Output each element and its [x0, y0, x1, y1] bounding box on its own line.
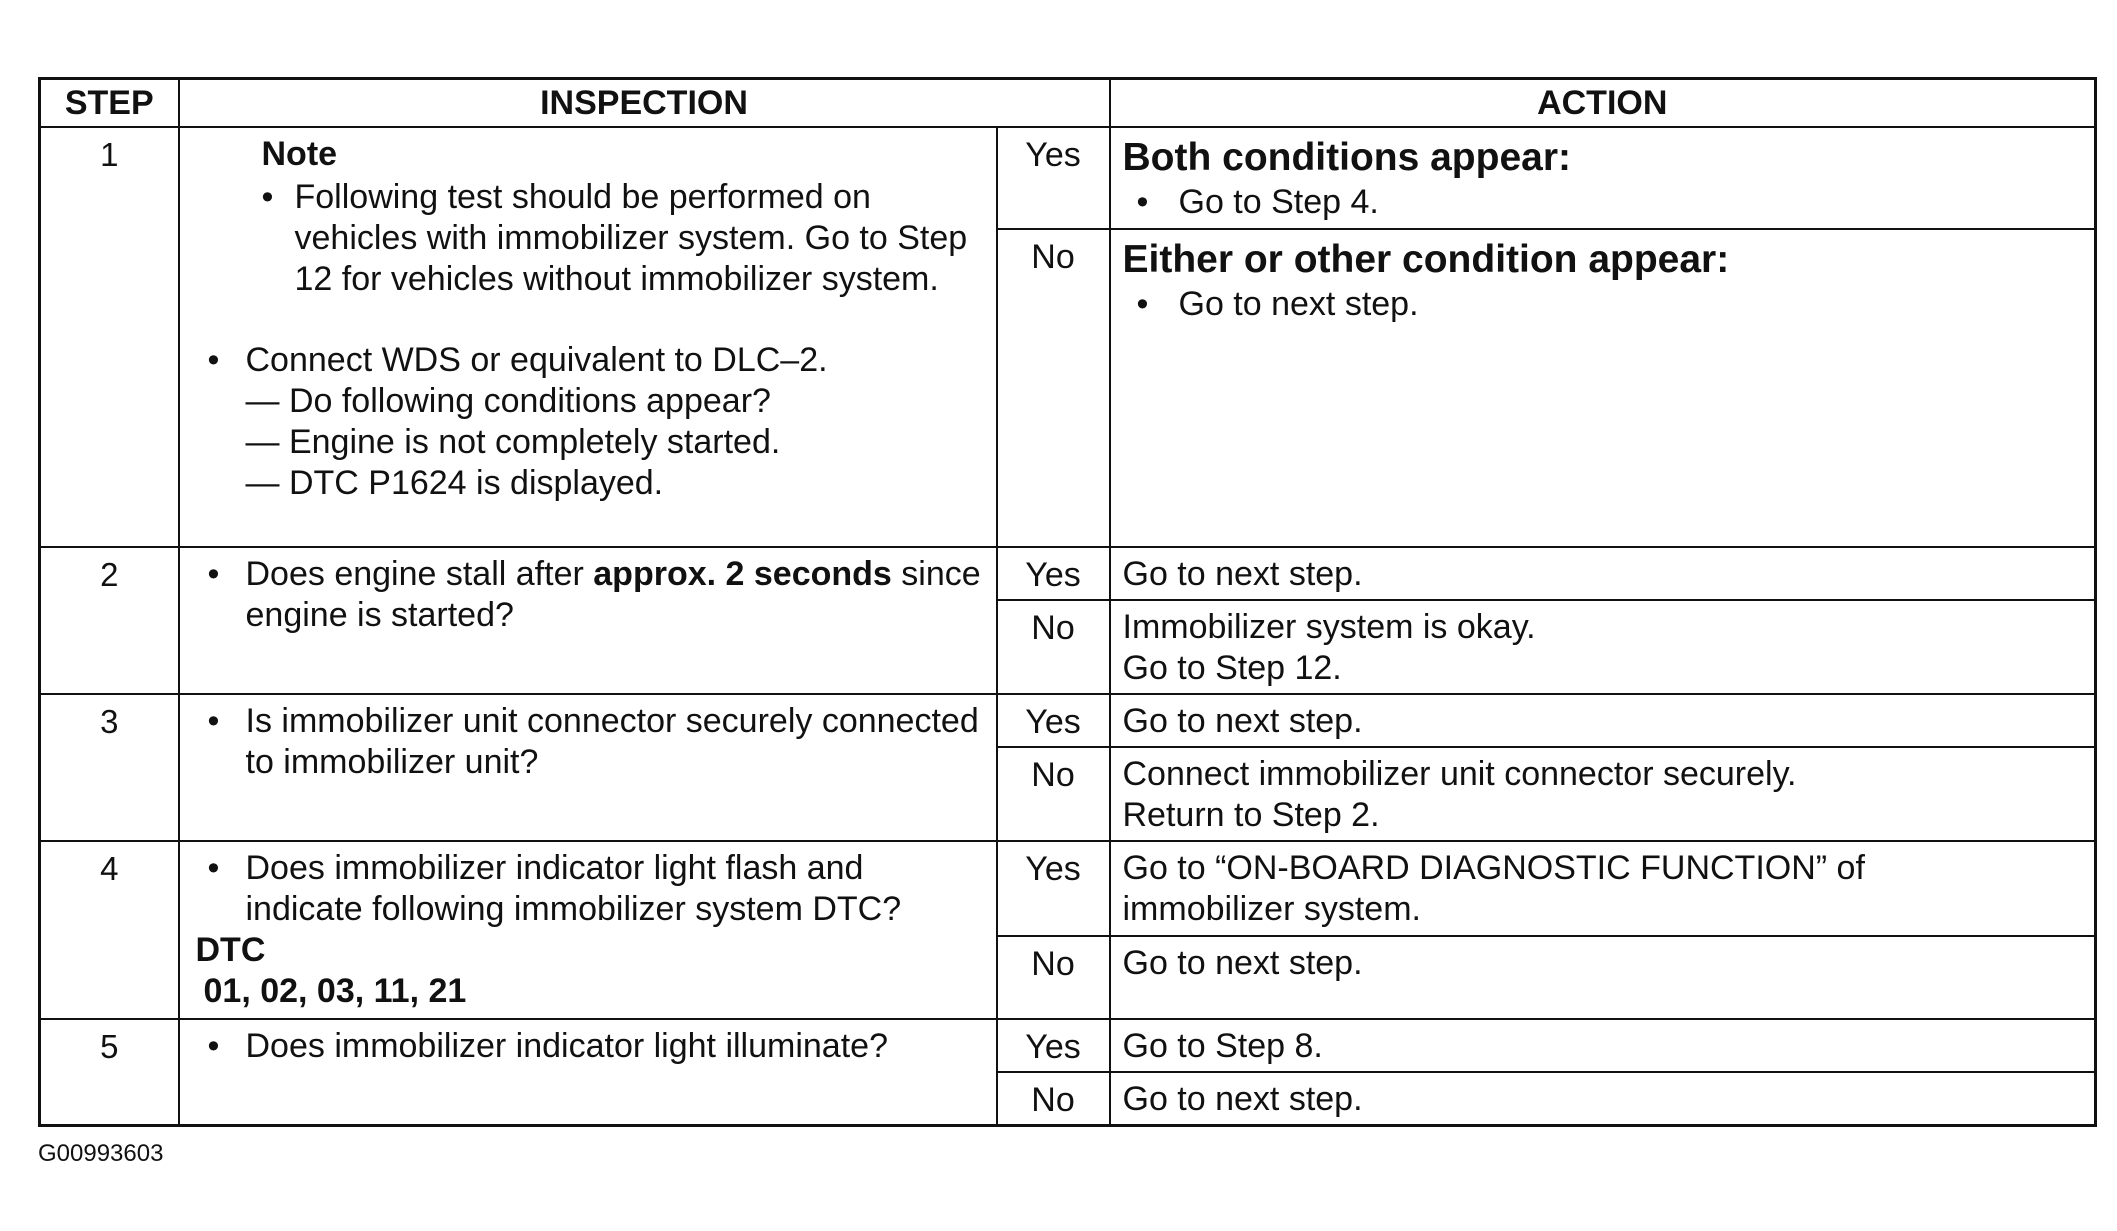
inspection-cell — [179, 127, 997, 547]
inspection-cell — [179, 694, 997, 841]
question-text: since engine is started? — [245, 555, 981, 634]
inspection-subline: — DTC P1624 is displayed. — [245, 464, 664, 502]
dtc-label: DTC — [195, 931, 266, 969]
action-no — [1110, 229, 2096, 547]
inspection-bullet — [196, 554, 986, 636]
inspection-subline: — Engine is not completely started. — [245, 423, 781, 461]
action-yes — [1110, 547, 2096, 600]
dtc-codes: 01, 02, 03, 11, 21 — [203, 972, 467, 1010]
yes-label: Yes — [997, 547, 1110, 600]
note-label: Note — [261, 135, 338, 173]
yes-label: Yes — [997, 1019, 1110, 1072]
inspection-cell — [179, 547, 997, 694]
action-text: immobilizer system. — [1122, 890, 1421, 928]
inspection-subline: — Do following conditions appear? — [245, 382, 771, 420]
action-text: Go to Step 8. — [1122, 1027, 1323, 1065]
yes-label: Yes — [997, 127, 1110, 229]
table-row — [40, 127, 2096, 229]
inspection-bullet: • Does immobilizer indicator light flash and indicate following immobilizer system DTC? — [196, 848, 986, 930]
header-step: STEP — [40, 79, 179, 128]
action-no — [1110, 747, 2096, 841]
no-label: No — [997, 747, 1110, 841]
action-yes — [1110, 841, 2096, 936]
action-no — [1110, 1072, 2096, 1126]
note-text: • Following test should be performed on vehicles with immobilizer system. Go to Step 12 for vehicles without immobilizer system. — [196, 177, 986, 300]
step-number: 3 — [40, 694, 179, 841]
step-number: 1 — [40, 127, 179, 547]
no-label: No — [997, 600, 1110, 694]
action-text: Go to “ON-BOARD DIAGNOSTIC FUNCTION” of — [1122, 849, 1865, 887]
yes-label: Yes — [997, 841, 1110, 936]
inspection-bullet: • Does immobilizer indicator light illuminate? — [196, 1026, 986, 1067]
action-text: Immobilizer system is okay. — [1122, 608, 1536, 646]
step-number: 5 — [40, 1019, 179, 1126]
header-action: ACTION — [1110, 79, 2096, 128]
action-text: Go to next step. — [1122, 702, 1363, 740]
action-text: Connect immobilizer unit connector securely. — [1122, 755, 1797, 793]
action-yes — [1110, 1019, 2096, 1072]
step-number: 2 — [40, 547, 179, 694]
inspection-bullet: • Is immobilizer unit connector securely connected to immobilizer unit? — [196, 701, 986, 783]
header-row — [40, 79, 2096, 128]
table-row — [40, 841, 2096, 936]
action-text: Return to Step 2. — [1122, 796, 1380, 834]
figure-id: G00993603 — [38, 1140, 164, 1167]
action-text: Go to Step 12. — [1122, 649, 1342, 687]
inspection-cell — [179, 1019, 997, 1126]
action-text: Go to next step. — [1122, 1080, 1363, 1118]
step-number: 4 — [40, 841, 179, 1019]
action-text: Go to next step. — [1122, 555, 1363, 593]
action-no — [1110, 600, 2096, 694]
spacer — [196, 300, 986, 340]
header-inspection: INSPECTION — [179, 79, 1110, 128]
action-yes — [1110, 694, 2096, 747]
action-yes — [1110, 127, 2096, 229]
no-label: No — [997, 229, 1110, 547]
table-row — [40, 1019, 2096, 1072]
action-no — [1110, 936, 2096, 1019]
action-bullet: • Go to next step. — [1123, 284, 2085, 325]
action-heading: Either or other condition appear: — [1122, 238, 1730, 281]
action-heading: Both conditions appear: — [1122, 136, 1571, 179]
inspection-bullet: • Connect WDS or equivalent to DLC–2. — [196, 340, 986, 381]
action-text: Go to next step. — [1122, 944, 1363, 983]
yes-label: Yes — [997, 694, 1110, 747]
question-emphasis: approx. 2 seconds — [593, 555, 892, 593]
no-label: No — [997, 936, 1110, 1019]
table-row — [40, 547, 2096, 600]
action-bullet: • Go to Step 4. — [1123, 182, 2085, 223]
diagnostic-table — [38, 77, 2097, 1127]
no-label: No — [997, 1072, 1110, 1126]
table-row — [40, 694, 2096, 747]
question-text: Does engine stall after — [245, 555, 594, 593]
inspection-cell — [179, 841, 997, 1019]
